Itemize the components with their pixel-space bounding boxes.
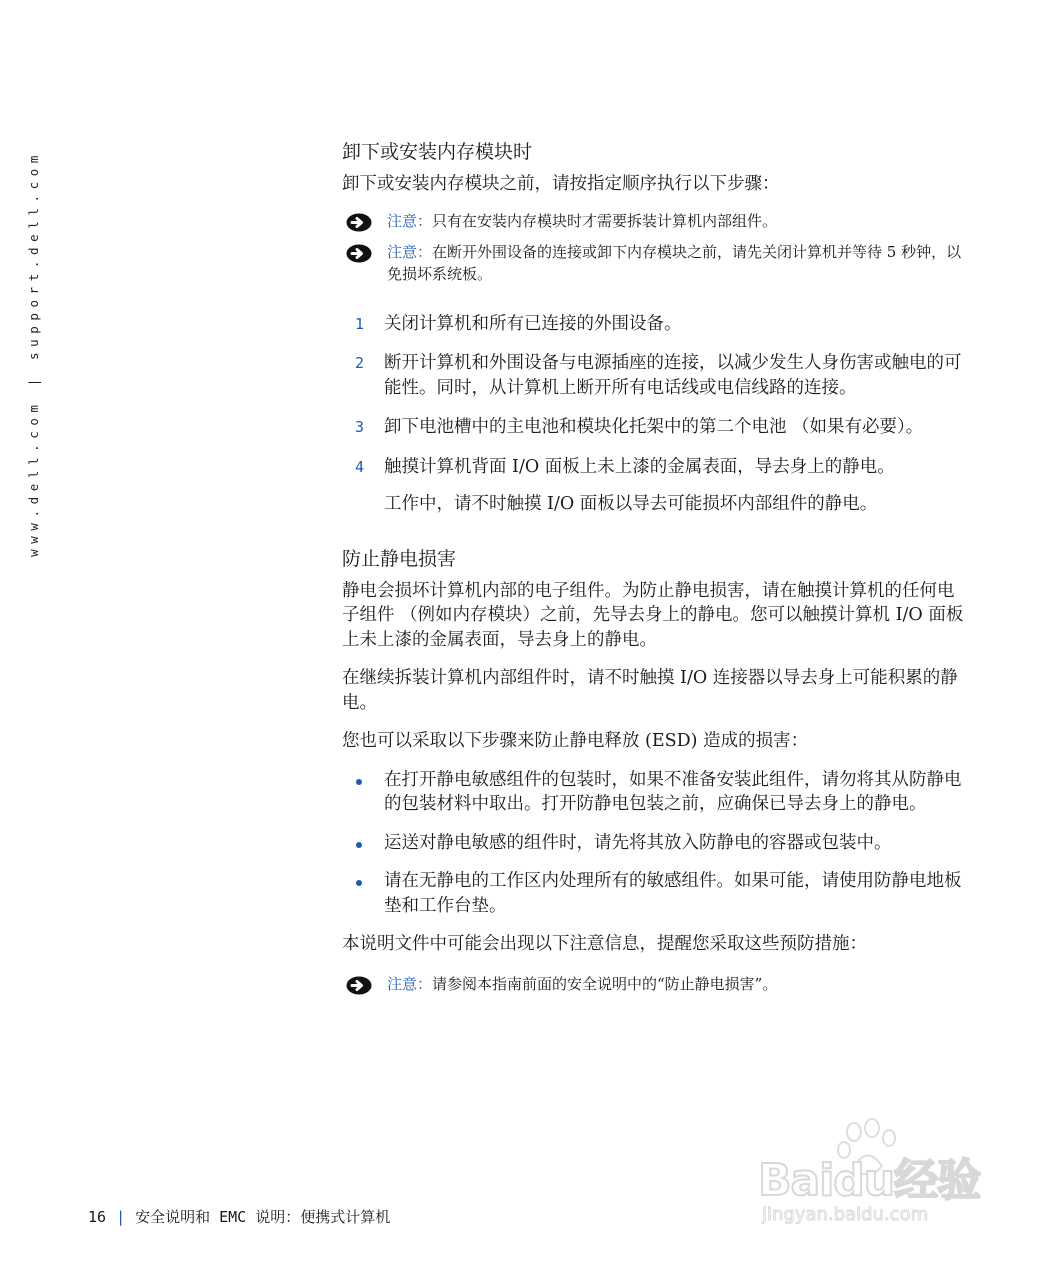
notice-text: 请参阅本指南前面的安全说明中的“防止静电损害”。: [432, 974, 778, 993]
notice-2: [342, 241, 964, 285]
notice-text: 只有在安装内存模块时才需要拆装计算机内部组件。: [432, 211, 778, 230]
bullet-item: [342, 768, 964, 817]
notice-1: [342, 210, 964, 232]
bullet-text: 运送对静电敏感的组件时，请先将其放入防静电的容器或包装中。: [384, 832, 892, 853]
section-intro: 卸下或安装内存模块之前，请按指定顺序执行以下步骤：: [342, 174, 780, 194]
bullet-text: 在打开静电敏感组件的包装时，如果不准备安装此组件，请勿将其从防静电的包装材料中取出。打开防静电包装之前，应确保已导去身上的静电。: [384, 769, 962, 814]
step-text: 触摸计算机背面 I/O 面板上未上漆的金属表面，导去身上的静电。: [384, 456, 895, 477]
step-item: [342, 455, 964, 480]
main-content: [342, 136, 964, 995]
step-item: [342, 351, 964, 400]
footer-title: 安全说明和 EMC 说明：便携式计算机: [135, 1208, 391, 1226]
step-number: 4: [355, 457, 365, 476]
baidu-watermark: [752, 1118, 1012, 1238]
step-number: 2: [355, 354, 365, 372]
step-number: 3: [355, 418, 365, 436]
esd-paragraph-2: 在继续拆装计算机内部组件时，请不时触摸 I/O 连接器以导去身上可能积累的静电。: [342, 668, 958, 713]
step-text: 关闭计算机和所有已连接的外围设备。: [384, 313, 682, 334]
watermark-url: jingyan.baidu.com: [762, 1204, 929, 1225]
bullet-dot: [356, 880, 362, 886]
notice-text: 在断开外围设备的连接或卸下内存模块之前，请先关闭计算机并等待 5 秒钟，以免损坏系统板。: [387, 242, 962, 283]
section-title-memory: 卸下或安装内存模块时: [342, 141, 533, 163]
step-number: 1: [355, 314, 365, 333]
notice-icon: [346, 976, 372, 995]
esd-bullet-list: [342, 768, 964, 919]
steps-list: [342, 312, 964, 480]
watermark-logo: Baidu经验: [758, 1155, 981, 1206]
step-text: 断开计算机和外围设备与电源插座的连接，以减少发生人身伤害或触电的可能性。同时，从计算机上断开所有电话线或电信线路的连接。: [384, 353, 962, 398]
notice-3: [342, 973, 964, 995]
bullet-dot: [356, 842, 362, 848]
page-footer: [88, 1206, 390, 1227]
notice-label: 注意：: [387, 242, 433, 261]
notice-icon: [346, 213, 372, 232]
step-item: [342, 312, 964, 337]
bullet-item: [342, 869, 964, 918]
bullet-dot: [356, 779, 362, 785]
esd-paragraph-1: 静电会损坏计算机内部的电子组件。为防止静电损害，请在触摸计算机的任何电子组件 （例如内存模块）之前，先导去身上的静电。您可以触摸计算机 I/O 面板上未上漆的金属表面，导去身上的静电。: [342, 580, 964, 650]
bullet-item: [342, 831, 964, 856]
page-number: 16: [88, 1208, 107, 1226]
closing-paragraph: 本说明文件中可能会出现以下注意信息，提醒您采取这些预防措施：: [342, 934, 867, 954]
notice-icon: [346, 244, 372, 263]
footer-separator: |: [116, 1208, 126, 1226]
notice-label: 注意：: [387, 974, 433, 993]
notice-label: 注意：: [387, 211, 433, 230]
step-text: 卸下电池槽中的主电池和模块化托架中的第二个电池 （如果有必要）。: [384, 417, 924, 437]
step-4-subtext: 工作中，请不时触摸 I/O 面板以导去可能损坏内部组件的静电。: [384, 494, 878, 514]
section-title-esd: 防止静电损害: [342, 547, 457, 570]
step-item: [342, 415, 964, 440]
side-url: www.dell.com | support.dell.com: [26, 150, 41, 557]
bullet-text: 请在无静电的工作区内处理所有的敏感组件。如果可能，请使用防静电地板垫和工作台垫。: [384, 871, 962, 916]
esd-paragraph-3: 您也可以采取以下步骤来防止静电释放 (ESD) 造成的损害：: [342, 731, 809, 751]
